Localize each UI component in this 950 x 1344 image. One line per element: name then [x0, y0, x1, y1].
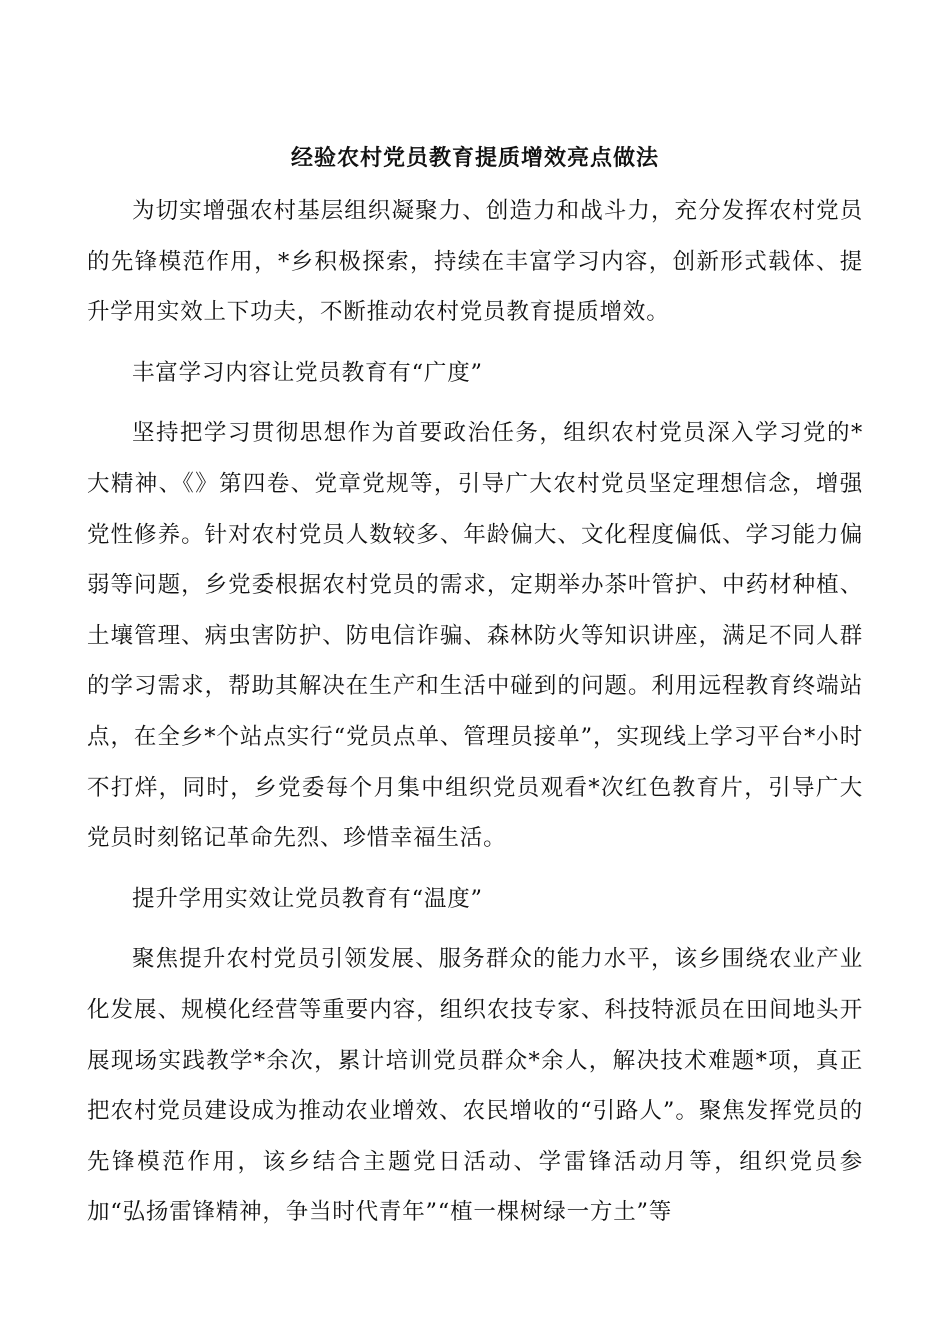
- paragraph-spacer: [87, 338, 863, 348]
- section-heading-breadth: 丰富学习内容让党员教育有“广度”: [132, 359, 483, 386]
- section-heading-warmth: 提升学用实效让党员教育有“温度”: [132, 885, 483, 912]
- paragraph-spacer: [87, 924, 863, 934]
- intro-paragraph: 为切实增强农村基层组织凝聚力、创造力和战斗力，充分发挥农村党员的先锋模范作用，*乡积极探索，持续在丰富学习内容，创新形式载体、提升学用实效上下功夫，不断推动农村党员教育提质增效。: [87, 198, 863, 326]
- paragraph-spacer: [87, 864, 863, 874]
- section-body-warmth: 聚焦提升农村党员引领发展、服务群众的能力水平，该乡围绕农业产业化发展、规模化经营等重要内容，组织农技专家、科技特派员在田间地头开展现场实践教学*余次，累计培训党员群众*余人，解决技术难题*项，真正把农村党员建设成为推动农业增效、农民增收的“引路人”。聚焦发挥党员的先锋模范作用，该乡结合主题党日活动、学雷锋活动月等，组织党员参加“弘扬雷锋精神，争当时代青年”“植一棵树绿一方土”等: [87, 946, 863, 1226]
- document-title: 经验农村党员教育提质增效亮点做法: [290, 145, 659, 171]
- document-body: [87, 136, 863, 1238]
- section-body-breadth: 坚持把学习贯彻思想作为首要政治任务，组织农村党员深入学习党的*大精神、《》第四卷、党章党规等，引导广大农村党员坚定理想信念，增强党性修养。针对农村党员人数较多、年龄偏大、文化程度偏低、学习能力偏弱等问题，乡党委根据农村党员的需求，定期举办茶叶管护、中药材种植、土壤管理、病虫害防护、防电信诈骗、森林防火等知识讲座，满足不同人群的学习需求，帮助其解决在生产和生活中碰到的问题。利用远程教育终端站点，在全乡*个站点实行“党员点单、管理员接单”，实现线上学习平台*小时不打烊，同时，乡党委每个月集中组织党员观看*次红色教育片，引导广大党员时刻铭记革命先烈、珍惜幸福生活。: [87, 420, 863, 852]
- paragraph-spacer: [87, 398, 863, 408]
